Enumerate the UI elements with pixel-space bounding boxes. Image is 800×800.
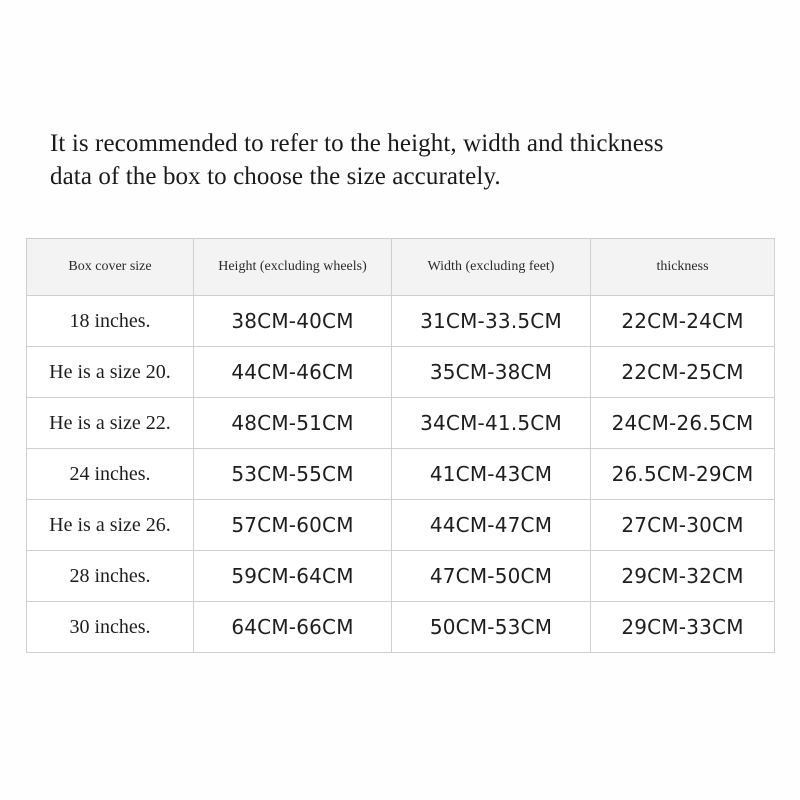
height-cell: 53CM-55CM — [194, 449, 392, 500]
thickness-cell: 24CM-26.5CM — [591, 398, 775, 449]
size-cell: He is a size 20. — [27, 347, 194, 398]
header-box-cover-size: Box cover size — [27, 239, 194, 296]
size-cell: 28 inches. — [27, 551, 194, 602]
size-cell: 24 inches. — [27, 449, 194, 500]
header-thickness: thickness — [591, 239, 775, 296]
size-cell: He is a size 26. — [27, 500, 194, 551]
height-cell: 44CM-46CM — [194, 347, 392, 398]
width-cell: 50CM-53CM — [392, 602, 591, 653]
table-row — [27, 449, 775, 500]
height-cell: 57CM-60CM — [194, 500, 392, 551]
width-cell: 35CM-38CM — [392, 347, 591, 398]
intro-line-2: data of the box to choose the size accurately. — [50, 163, 501, 190]
table-row — [27, 602, 775, 653]
width-cell: 47CM-50CM — [392, 551, 591, 602]
width-cell: 44CM-47CM — [392, 500, 591, 551]
intro-line-1: It is recommended to refer to the height, width and thickness — [50, 130, 664, 157]
table-row — [27, 296, 775, 347]
table-row — [27, 500, 775, 551]
size-cell: He is a size 22. — [27, 398, 194, 449]
size-cell: 30 inches. — [27, 602, 194, 653]
intro-text — [50, 127, 770, 193]
thickness-cell: 27CM-30CM — [591, 500, 775, 551]
height-cell: 59CM-64CM — [194, 551, 392, 602]
width-cell: 41CM-43CM — [392, 449, 591, 500]
table-row — [27, 551, 775, 602]
thickness-cell: 29CM-33CM — [591, 602, 775, 653]
width-cell: 34CM-41.5CM — [392, 398, 591, 449]
size-chart-table — [26, 238, 775, 653]
width-cell: 31CM-33.5CM — [392, 296, 591, 347]
table-row — [27, 347, 775, 398]
header-height: Height (excluding wheels) — [194, 239, 392, 296]
thickness-cell: 22CM-25CM — [591, 347, 775, 398]
thickness-cell: 29CM-32CM — [591, 551, 775, 602]
header-width: Width (excluding feet) — [392, 239, 591, 296]
height-cell: 64CM-66CM — [194, 602, 392, 653]
height-cell: 48CM-51CM — [194, 398, 392, 449]
thickness-cell: 26.5CM-29CM — [591, 449, 775, 500]
size-cell: 18 inches. — [27, 296, 194, 347]
thickness-cell: 22CM-24CM — [591, 296, 775, 347]
table-row — [27, 398, 775, 449]
height-cell: 38CM-40CM — [194, 296, 392, 347]
table-header-row — [27, 239, 775, 296]
